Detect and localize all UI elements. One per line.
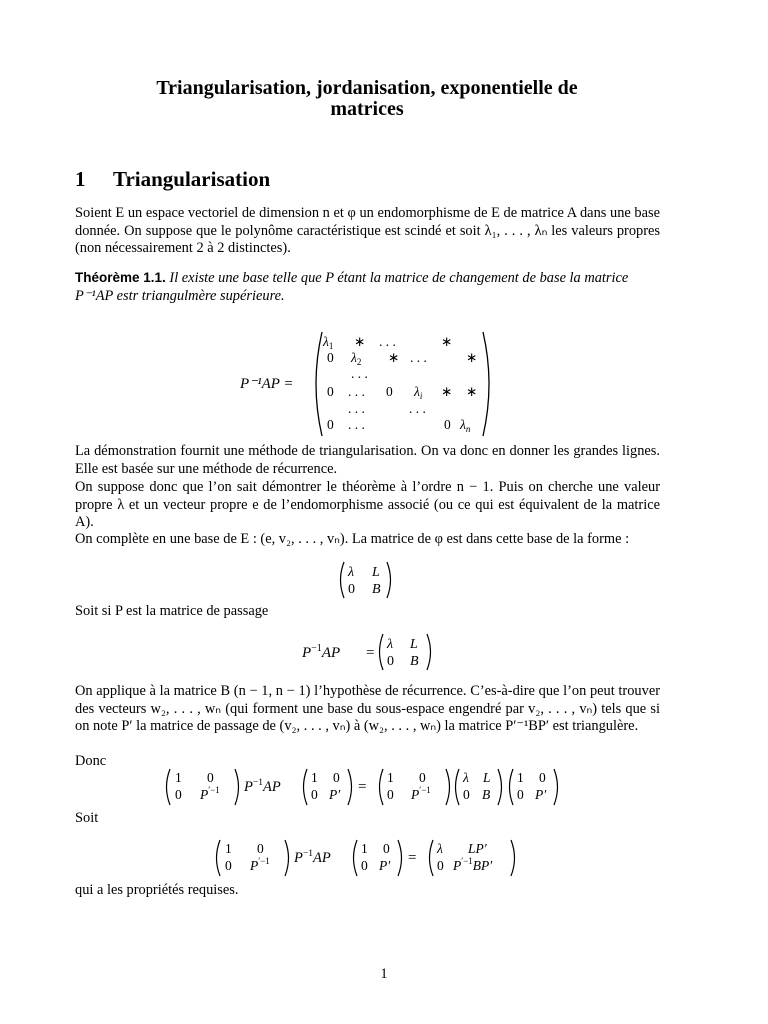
- svg-text:λ: λ: [463, 770, 469, 785]
- svg-text:=: =: [408, 850, 417, 866]
- svg-text:LP′: LP′: [468, 841, 487, 856]
- svg-text:0: 0: [327, 417, 334, 432]
- title-line-1: Triangularisation, jordanisation, exponentielle de: [156, 77, 578, 99]
- proof-paragraph-5: On applique à la matrice B (n − 1, n − 1) l’hypothèse de récurrence. C’es-à-dire que l’on peut trouver des vecteurs w₂, . . . , wₙ (qui forment une base du sous-espace engendré par v₂, . . . , vₙ) tels que si on note P′ la matrice de passage de (v₂, . . . , vₙ) à (w₂, . . . , wₙ) la matrice P′⁻¹BP′ est triangulère.: [75, 683, 660, 734]
- triangular-matrix-equation: [236, 328, 496, 444]
- svg-text:0: 0: [444, 417, 451, 432]
- soit-equation: [213, 838, 523, 882]
- document-title: [75, 78, 659, 120]
- svg-text:B: B: [410, 654, 419, 669]
- svg-text:∗: ∗: [466, 350, 478, 365]
- svg-text:0: 0: [517, 787, 524, 802]
- svg-text:0: 0: [225, 858, 232, 873]
- donc-equation: [163, 767, 563, 811]
- svg-text:0: 0: [327, 350, 334, 365]
- proof-paragraph-8: qui a les propriétés requises.: [75, 882, 239, 898]
- theorem-text: Il existe une base telle que P étant la matrice de changement de base la matrice P⁻¹AP estr triangulmère supérieure.: [75, 270, 629, 304]
- theorem-label: Théorème 1.1.: [75, 270, 166, 285]
- svg-text:P−1AP: $P^{-1}AP$: [302, 643, 341, 661]
- svg-text:0: 0: [207, 770, 214, 785]
- svg-text:λ: λ: [437, 841, 443, 856]
- svg-text:L: L: [372, 565, 380, 580]
- intro-paragraph: Soient E un espace vectoriel de dimension n et φ un endomorphisme de E de matrice A dans une base donnée. On suppose que le polynôme caractéristique est scindé et soit λ₁, . . . , λₙ les valeurs propres (non nécessairement 2 à 2 distinctes).: [75, 205, 660, 256]
- svg-text:. . .: . . .: [348, 417, 365, 432]
- svg-text:0: 0: [333, 770, 340, 785]
- svg-text:0: 0: [437, 858, 444, 873]
- section-heading: [75, 167, 270, 192]
- svg-text:1: 1: [225, 841, 232, 856]
- svg-text:. . .: . . .: [379, 334, 396, 349]
- proof-paragraph-7: Soit: [75, 810, 99, 826]
- svg-text:P′−1BP′: $P^{'-1}BP'$: [453, 856, 493, 873]
- svg-text:λn: $\lambda_n$: [460, 417, 471, 434]
- svg-text:1: 1: [175, 770, 182, 785]
- svg-text:0: 0: [383, 841, 390, 856]
- title-line-2: matrices: [330, 98, 404, 120]
- svg-text:. . .: . . .: [348, 401, 365, 416]
- svg-text:∗: ∗: [466, 384, 478, 399]
- svg-text:P′−1: $P^{'-1}$: [411, 785, 431, 802]
- svg-text:∗: ∗: [441, 334, 453, 349]
- svg-text:. . .: . . .: [409, 401, 426, 416]
- svg-text:P−1AP: $P^{-1}AP$: [244, 778, 281, 795]
- svg-text:λ2: $\lambda_2$: [351, 350, 362, 367]
- svg-text:∗: ∗: [354, 334, 366, 349]
- proof-paragraph-1: La démonstration fournit une méthode de triangularisation. On va donc en donner les grandes lignes. Elle est basée sur une méthode de récurrence.: [75, 443, 660, 477]
- svg-text:. . .: . . .: [410, 350, 427, 365]
- block-matrix: [337, 560, 397, 604]
- svg-text:0: 0: [463, 787, 470, 802]
- theorem-1-1: [75, 269, 660, 305]
- proof-paragraph-4: Soit si P est la matrice de passage: [75, 603, 269, 619]
- page-number: 1: [380, 966, 388, 982]
- svg-text:0: 0: [311, 787, 318, 802]
- svg-text:1: 1: [311, 770, 318, 785]
- svg-text:0: 0: [348, 582, 355, 597]
- svg-text:P−1AP: $P^{-1}AP$: [294, 849, 331, 866]
- svg-text:=: =: [358, 779, 367, 795]
- svg-text:P′−1: $P^{'-1}$: [250, 856, 270, 873]
- svg-text:0: 0: [387, 787, 394, 802]
- svg-text:0: 0: [361, 858, 368, 873]
- svg-text:P′−1: $P^{'-1}$: [200, 785, 220, 802]
- svg-text:0: 0: [419, 770, 426, 785]
- svg-text:0: 0: [327, 384, 334, 399]
- svg-text:λ: λ: [348, 565, 355, 580]
- svg-text:=: =: [366, 645, 375, 661]
- svg-text:1: 1: [387, 770, 394, 785]
- svg-text:. . .: . . .: [351, 366, 368, 381]
- svg-text:0: 0: [387, 654, 394, 669]
- section-title: Triangularisation: [113, 167, 271, 191]
- svg-text:0: 0: [386, 384, 393, 399]
- svg-text:1: 1: [361, 841, 368, 856]
- proof-paragraph-3: On complète en une base de E : (e, v₂, . . . , vₙ). La matrice de φ est dans cette base de la forme :: [75, 531, 630, 547]
- equation-lhs: P⁻¹AP =: [240, 376, 294, 392]
- svg-text:0: 0: [175, 787, 182, 802]
- svg-text:L: L: [410, 637, 418, 652]
- svg-text:λ1: $\lambda_1$: [323, 334, 334, 351]
- svg-text:P′: P′: [329, 787, 341, 802]
- proof-paragraph-2: On suppose donc que l’on sait démontrer le théorème à l’ordre n − 1. Puis on cherche une valeur propre λ et un vecteur propre e de l’endomorphisme associé (ou ce qui est équivalent de la matrice A).: [75, 479, 660, 530]
- svg-text:. . .: . . .: [348, 384, 365, 399]
- svg-text:λi: $\lambda_i$: [414, 384, 423, 401]
- svg-text:P′: P′: [535, 787, 547, 802]
- similarity-equation: [300, 632, 440, 676]
- svg-text:P′: P′: [379, 858, 391, 873]
- svg-text:0: 0: [539, 770, 546, 785]
- svg-text:λ: λ: [387, 637, 394, 652]
- svg-text:B: B: [372, 582, 381, 597]
- svg-text:1: 1: [517, 770, 524, 785]
- svg-text:∗: ∗: [441, 384, 453, 399]
- svg-text:L: L: [483, 770, 491, 785]
- svg-text:0: 0: [257, 841, 264, 856]
- section-number: 1: [75, 167, 86, 191]
- proof-paragraph-6: Donc: [75, 753, 107, 769]
- svg-text:B: B: [482, 787, 491, 802]
- svg-text:∗: ∗: [388, 350, 400, 365]
